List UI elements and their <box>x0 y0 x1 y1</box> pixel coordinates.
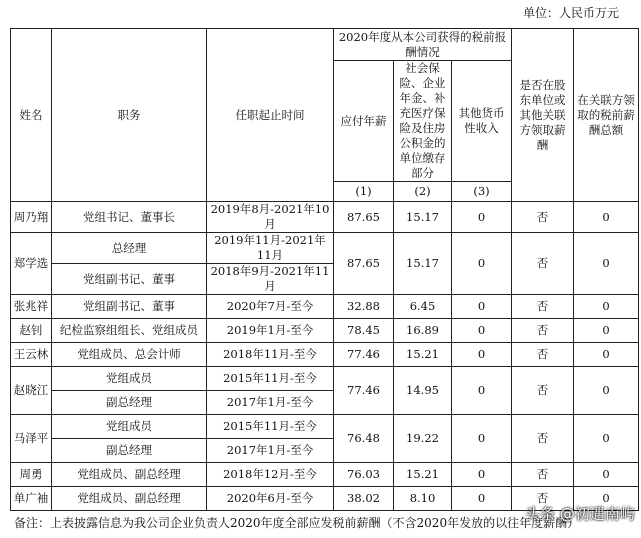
header-other: 其他货币性收入 <box>452 61 512 182</box>
table-row <box>11 415 639 439</box>
cell-total: 0 <box>574 463 639 487</box>
header-social: 社会保险、企业年金、补充医疗保险及住房公积金的单位缴存部分 <box>394 61 452 182</box>
cell-name: 赵钊 <box>11 319 52 343</box>
cell-term: 2015年11月-至今 <box>207 415 334 439</box>
cell-position: 副总经理 <box>52 439 207 463</box>
table-row <box>11 319 639 343</box>
table-row <box>11 463 639 487</box>
cell-term: 2018年9月-2021年11月 <box>207 264 334 295</box>
cell-salary: 87.65 <box>334 202 394 233</box>
cell-social: 15.17 <box>394 233 452 295</box>
header-total: 在关联方领取的税前薪酬总额 <box>574 29 639 202</box>
header-num-3: (3) <box>452 182 512 202</box>
cell-position: 党组成员、副总经理 <box>52 463 207 487</box>
cell-salary: 38.02 <box>334 487 394 511</box>
cell-social: 15.21 <box>394 343 452 367</box>
header-related: 是否在股东单位或其他关联方领取薪酬 <box>512 29 574 202</box>
cell-salary: 76.48 <box>334 415 394 463</box>
cell-position: 党组成员、副总经理 <box>52 487 207 511</box>
cell-other: 0 <box>452 487 512 511</box>
cell-salary: 87.65 <box>334 233 394 295</box>
header-name: 姓名 <box>11 29 52 202</box>
cell-total: 0 <box>574 487 639 511</box>
cell-other: 0 <box>452 415 512 463</box>
cell-total: 0 <box>574 202 639 233</box>
cell-term: 2017年1月-至今 <box>207 439 334 463</box>
cell-term: 2018年11月-至今 <box>207 343 334 367</box>
compensation-table <box>10 28 639 511</box>
cell-name: 周勇 <box>11 463 52 487</box>
table-row <box>11 343 639 367</box>
watermark: 头条 @初遇南屿 <box>525 505 635 523</box>
cell-social: 19.22 <box>394 415 452 463</box>
cell-related: 否 <box>512 463 574 487</box>
table-row <box>11 295 639 319</box>
cell-position: 副总经理 <box>52 391 207 415</box>
cell-position: 党组副书记、董事 <box>52 264 207 295</box>
cell-other: 0 <box>452 343 512 367</box>
cell-related: 否 <box>512 295 574 319</box>
cell-related: 否 <box>512 367 574 415</box>
cell-other: 0 <box>452 463 512 487</box>
cell-other: 0 <box>452 295 512 319</box>
header-salary: 应付年薪 <box>334 61 394 182</box>
cell-position: 纪检监察组组长、党组成员 <box>52 319 207 343</box>
cell-position: 党组成员 <box>52 415 207 439</box>
cell-name: 郑学选 <box>11 233 52 295</box>
cell-position: 党组书记、董事长 <box>52 202 207 233</box>
cell-position: 党组成员 <box>52 367 207 391</box>
header-term: 任职起止时间 <box>207 29 334 202</box>
cell-term: 2019年8月-2021年10月 <box>207 202 334 233</box>
cell-salary: 77.46 <box>334 367 394 415</box>
cell-name: 马泽平 <box>11 415 52 463</box>
header-group: 2020年度从本公司获得的税前报酬情况 <box>334 29 512 61</box>
cell-social: 8.10 <box>394 487 452 511</box>
cell-related: 否 <box>512 487 574 511</box>
cell-related: 否 <box>512 233 574 295</box>
cell-term: 2015年11月-至今 <box>207 367 334 391</box>
table-row <box>11 367 639 391</box>
cell-total: 0 <box>574 343 639 367</box>
cell-name: 单广袖 <box>11 487 52 511</box>
cell-position: 党组副书记、董事 <box>52 295 207 319</box>
cell-social: 14.95 <box>394 367 452 415</box>
cell-other: 0 <box>452 319 512 343</box>
cell-term: 2018年12月-至今 <box>207 463 334 487</box>
cell-related: 否 <box>512 319 574 343</box>
cell-social: 6.45 <box>394 295 452 319</box>
cell-name: 赵晓江 <box>11 367 52 415</box>
cell-social: 15.17 <box>394 202 452 233</box>
cell-salary: 32.88 <box>334 295 394 319</box>
cell-salary: 78.45 <box>334 319 394 343</box>
cell-other: 0 <box>452 367 512 415</box>
cell-term: 2020年6月-至今 <box>207 487 334 511</box>
cell-total: 0 <box>574 233 639 295</box>
unit-label: 单位：人民币万元 <box>522 6 619 20</box>
cell-related: 否 <box>512 415 574 463</box>
cell-position: 党组成员、总会计师 <box>52 343 207 367</box>
cell-other: 0 <box>452 233 512 295</box>
cell-term: 2017年1月-至今 <box>207 391 334 415</box>
footnote: 备注：上表披露信息为我公司企业负责人2020年度全部应发税前薪酬（不含2020年发放的以往年度薪酬） <box>14 516 580 530</box>
cell-name: 王云林 <box>11 343 52 367</box>
cell-social: 16.89 <box>394 319 452 343</box>
cell-salary: 76.03 <box>334 463 394 487</box>
cell-total: 0 <box>574 415 639 463</box>
cell-name: 张兆祥 <box>11 295 52 319</box>
header-num-2: (2) <box>394 182 452 202</box>
cell-social: 15.21 <box>394 463 452 487</box>
cell-total: 0 <box>574 295 639 319</box>
cell-term: 2020年7月-至今 <box>207 295 334 319</box>
cell-total: 0 <box>574 367 639 415</box>
cell-related: 否 <box>512 343 574 367</box>
cell-term: 2019年11月-2021年11月 <box>207 233 334 264</box>
cell-other: 0 <box>452 202 512 233</box>
header-num-1: (1) <box>334 182 394 202</box>
cell-related: 否 <box>512 202 574 233</box>
cell-salary: 77.46 <box>334 343 394 367</box>
table-row <box>11 233 639 264</box>
cell-total: 0 <box>574 319 639 343</box>
cell-name: 周乃翔 <box>11 202 52 233</box>
cell-position: 总经理 <box>52 233 207 264</box>
cell-term: 2019年1月-至今 <box>207 319 334 343</box>
table-row <box>11 202 639 233</box>
header-position: 职务 <box>52 29 207 202</box>
